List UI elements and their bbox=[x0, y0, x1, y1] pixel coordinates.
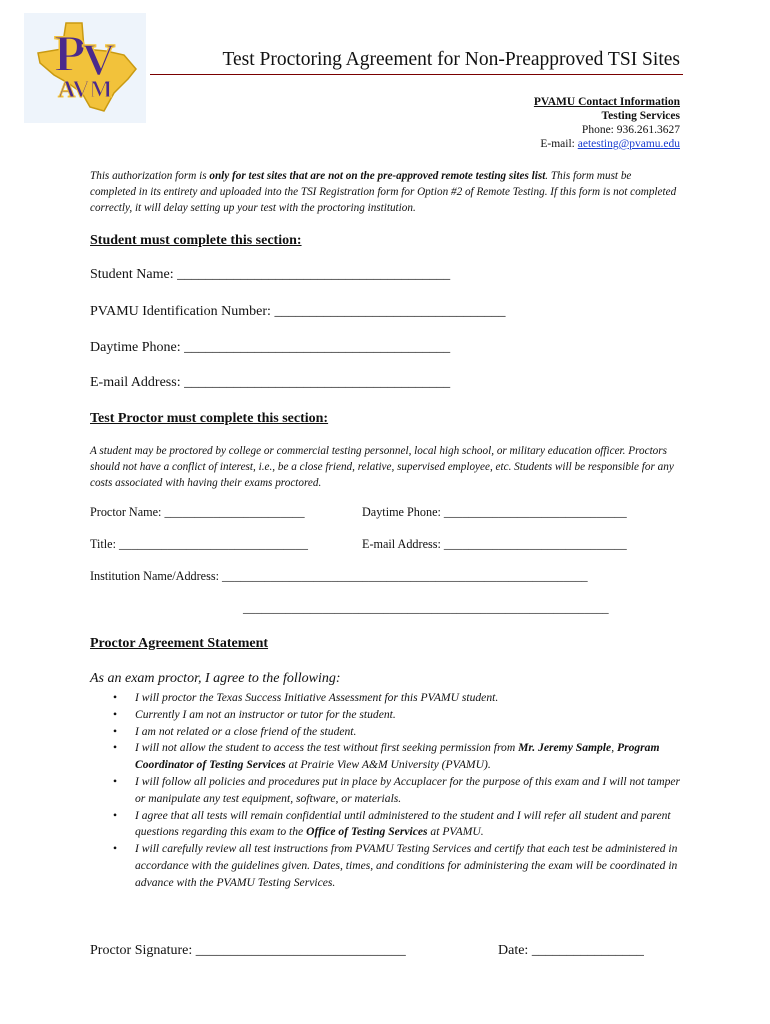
bullet-icon: • bbox=[113, 707, 118, 721]
contact-phone: Phone: 936.261.3627 bbox=[581, 124, 680, 136]
bullet-icon: • bbox=[113, 691, 118, 704]
title-rule bbox=[150, 74, 683, 75]
list-item bbox=[113, 724, 685, 741]
list-item bbox=[113, 707, 685, 724]
contact-department: Testing Services bbox=[601, 110, 680, 122]
coordinator-title: Program Coordinator of Testing Services bbox=[135, 741, 660, 772]
proctor-name-field[interactable]: Proctor Name: _______________________ bbox=[90, 505, 305, 519]
document-title: Test Proctoring Agreement for Non-Preapproved TSI Sites bbox=[222, 49, 680, 70]
student-email-field[interactable]: E-mail Address: ______________________________________ bbox=[90, 375, 451, 390]
agreement-item-text: I am not related or a close friend of the student. bbox=[135, 724, 357, 738]
bullet-icon: • bbox=[113, 808, 118, 822]
list-item bbox=[113, 808, 685, 842]
list-item bbox=[113, 841, 685, 891]
date-field[interactable]: Date: ________________ bbox=[498, 943, 644, 958]
pvamu-id-field[interactable]: PVAMU Identification Number: _________________________________ bbox=[90, 304, 506, 319]
list-item bbox=[113, 740, 685, 774]
intro-paragraph bbox=[90, 168, 680, 216]
intro-text-2: . This form must be completed in its entirety and uploaded into the TSI Registration form for Option #2 of Remote Testing. If this form is not completed correctly, it will delay setting up your test with the proctoring institution. bbox=[90, 170, 677, 214]
agreement-item-text: at PVAMU. bbox=[427, 825, 484, 839]
proctor-email-field[interactable]: E-mail Address: ______________________________ bbox=[362, 537, 627, 551]
contact-email-line bbox=[540, 138, 680, 150]
agreement-lead: As an exam proctor, I agree to the following: bbox=[90, 671, 341, 686]
testing-office-name: Office of Testing Services bbox=[306, 825, 428, 839]
intro-text-1: This authorization form is bbox=[90, 170, 210, 182]
proctor-phone-field[interactable]: Daytime Phone: ______________________________ bbox=[362, 505, 627, 519]
pvamu-logo-icon bbox=[24, 13, 146, 123]
svg-text:AVM: AVM bbox=[58, 77, 113, 103]
agreement-item-text: I will not allow the student to access the test without first seeking permission from bbox=[135, 741, 519, 755]
svg-text:V: V bbox=[82, 34, 116, 85]
agreement-item-text: I agree that all tests will remain confidential until administered to the student and I will refer all student and parent questions regarding this exam to the bbox=[135, 808, 671, 839]
bullet-icon: • bbox=[113, 724, 118, 738]
agreement-heading: Proctor Agreement Statement bbox=[90, 636, 269, 651]
bullet-icon: • bbox=[113, 774, 118, 788]
agreement-list bbox=[113, 690, 685, 892]
proctor-signature-field[interactable]: Proctor Signature: ______________________________ bbox=[90, 943, 406, 958]
student-name-field[interactable]: Student Name: _______________________________________ bbox=[90, 267, 451, 282]
proctor-section-heading: Test Proctor must complete this section: bbox=[90, 411, 329, 426]
agreement-item-text: , bbox=[611, 741, 617, 755]
intro-text-bold: only for test sites that are not on the pre-approved remote testing sites list bbox=[209, 170, 546, 182]
agreement-item-text: I will follow all policies and procedures put in place by Accuplacer for the purpose of this exam and I will not tamper or manipulate any test equipment, software, or materials. bbox=[135, 774, 681, 805]
student-section-heading: Student must complete this section: bbox=[90, 233, 302, 248]
contact-email-label: E-mail: bbox=[540, 138, 578, 150]
institution-field[interactable]: Institution Name/Address: ____________________________________________________________ bbox=[90, 569, 588, 583]
list-item bbox=[113, 774, 685, 808]
svg-text:P: P bbox=[54, 26, 86, 83]
agreement-item-text: at Prairie View A&M University (PVAMU). bbox=[285, 758, 491, 772]
list-item bbox=[113, 690, 685, 707]
contact-heading: PVAMU Contact Information bbox=[533, 96, 680, 108]
student-phone-field[interactable]: Daytime Phone: ______________________________________ bbox=[90, 340, 451, 355]
proctor-title-field[interactable]: Title: _______________________________ bbox=[90, 537, 308, 551]
agreement-item-text: I will proctor the Texas Success Initiative Assessment for this PVAMU student. bbox=[135, 691, 499, 704]
bullet-icon: • bbox=[113, 741, 118, 755]
contact-email-link[interactable]: aetesting@pvamu.edu bbox=[577, 138, 680, 150]
proctor-note: A student may be proctored by college or commercial testing personnel, local high school, or military education officer. Proctors should not have a conflict of interest, i.e., be a close friend, relative, supervised employee, etc. Students will be responsible for any costs associated with having their exams proctored. bbox=[90, 445, 674, 489]
agreement-item-text: Currently I am not an instructor or tutor for the student. bbox=[135, 707, 396, 721]
coordinator-name: Mr. Jeremy Sample bbox=[518, 741, 612, 755]
institution-field-line2[interactable]: ____________________________________________________________ bbox=[243, 601, 609, 615]
bullet-icon: • bbox=[113, 842, 118, 856]
agreement-item-text: I will carefully review all test instructions from PVAMU Testing Services and certify that each test be administered in accordance with the guidelines given. Dates, times, and conditions for administering the exam will be coordinated in advance with the PVAMU Testing Services. bbox=[135, 842, 678, 889]
